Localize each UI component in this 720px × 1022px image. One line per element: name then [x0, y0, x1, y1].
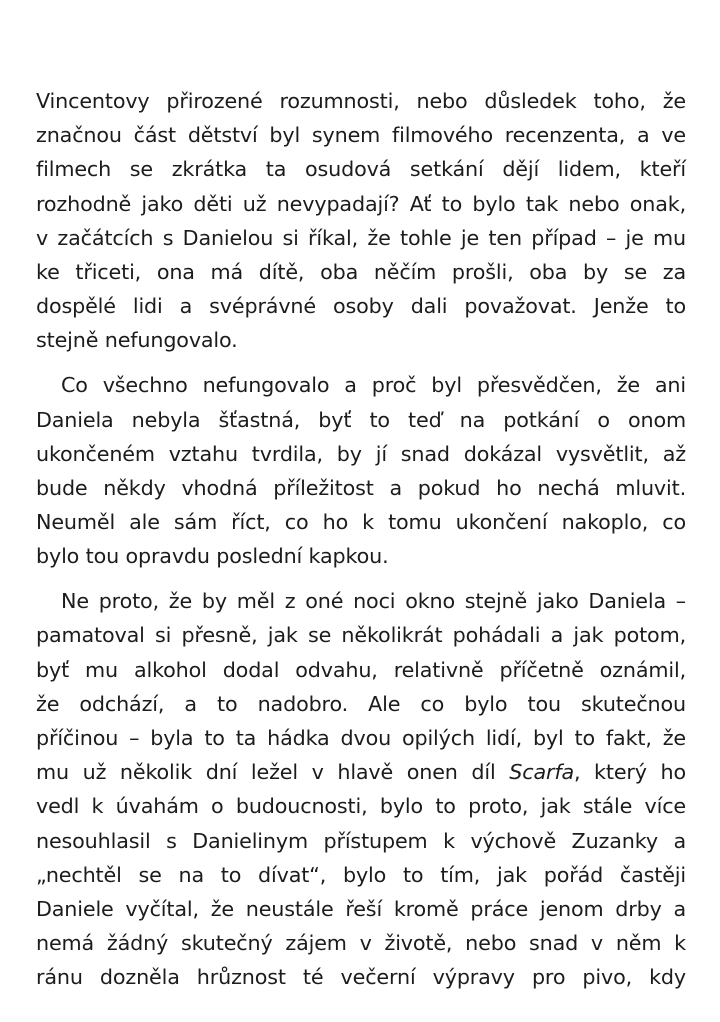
text-line: bylo tou opravdu poslední kapkou. [36, 544, 389, 569]
text-line: vedl k úvahám o budoucnosti, bylo to proto, jak stále více [36, 794, 686, 819]
text-line: ukončeném vztahu tvrdila, by jí snad dokázal vysvětlit, až [36, 441, 686, 466]
text-line: rozhodně jako děti už nevypadají? Ať to bylo tak nebo onak, [36, 191, 686, 216]
text-line: Co všechno nefungovalo a proč byl přesvědčen, že ani [61, 373, 686, 398]
text-line: nesouhlasil s Danielinym přístupem k výchově Zuzanky a [36, 828, 686, 853]
text-line: Daniele vyčítal, že neustále řeší kromě práce jenom drby a [36, 897, 686, 922]
text-line: značnou část dětství byl synem filmového recenzenta, a ve [36, 123, 686, 148]
text-line: byť mu alkohol dodal odvahu, relativně příčetně oznámil, [36, 657, 686, 682]
text-line: příčinou – byla to ta hádka dvou opilých lidí, byl to fakt, že [36, 726, 686, 751]
text-line: Daniela nebyla šťastná, byť to teď na potkání o onom [36, 407, 686, 432]
text-line: pamatoval si přesně, jak se několikrát pohádali a jak potom, [36, 623, 686, 648]
text-line: filmech se zkrátka ta osudová setkání dějí lidem, kteří [36, 157, 686, 182]
text-segment: mu už několik dní ležel v hlavě onen díl [36, 760, 510, 785]
text-line: Ne proto, že by měl z oné noci okno stejně jako Daniela – [61, 589, 686, 614]
text-line: „nechtěl se na to dívat“, bylo to tím, jak pořád častěji [36, 862, 686, 887]
paragraph-2 [36, 368, 686, 573]
text-line: že odchází, a to nadobro. Ale co bylo tou skutečnou [36, 691, 686, 716]
text-line: dospělé lidi a svéprávné osoby dali považovat. Jenže to [36, 294, 686, 319]
text-line: v začátcích s Danielou si říkal, že tohle je ten případ – je mu [36, 225, 686, 250]
paragraph-3 [36, 584, 686, 994]
text-segment: , který ho [573, 760, 686, 785]
text-line: stejně nefungovalo. [36, 328, 238, 353]
text-line: ke třiceti, ona má dítě, oba něčím prošli, oba by se za [36, 260, 686, 285]
text-line: Vincentovy přirozené rozumnosti, nebo důsledek toho, že [36, 89, 686, 113]
text-line: ránu dozněla hrůznost té večerní výpravy pro pivo, kdy [36, 965, 686, 990]
text-line: Neuměl ale sám říct, co ho k tomu ukončení nakoplo, co [36, 510, 686, 535]
text-line: bude někdy vhodná příležitost a pokud ho nechá mluvit. [36, 475, 686, 500]
text-line: nemá žádný skutečný zájem v životě, nebo snad v něm k [36, 931, 686, 956]
text-line-with-title [36, 755, 686, 789]
paragraph-1 [36, 84, 686, 358]
italic-title: Scarfa [509, 760, 574, 785]
document-page [36, 84, 686, 1005]
